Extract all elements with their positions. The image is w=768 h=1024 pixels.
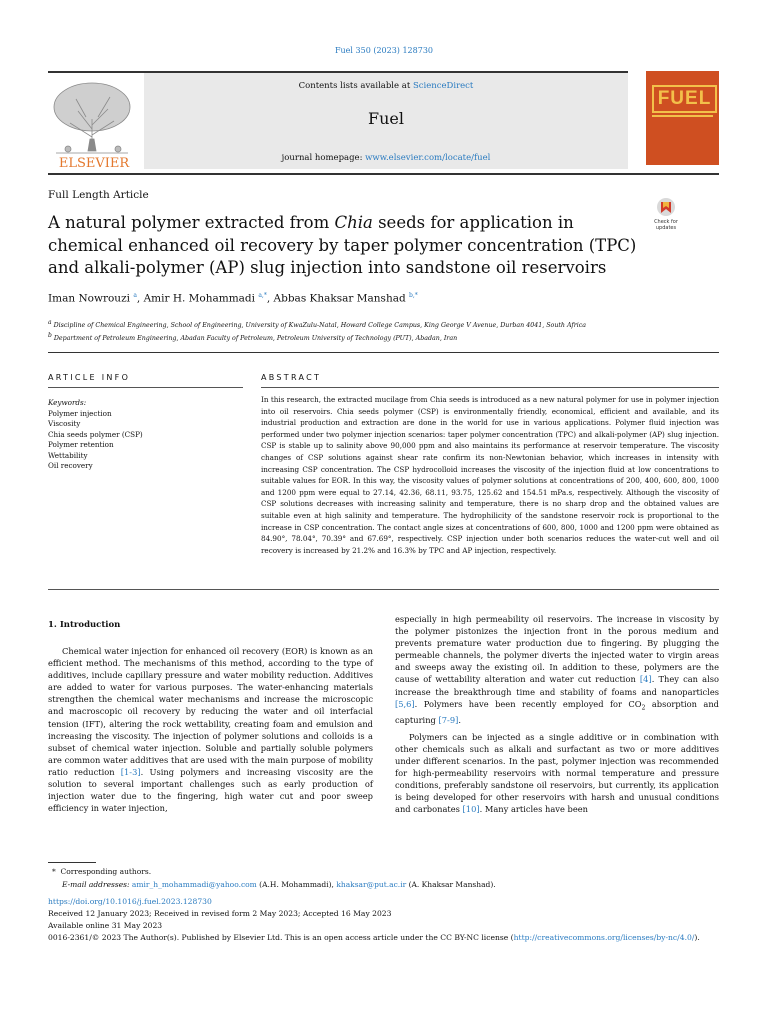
keyword-item: Polymer retention <box>48 440 114 449</box>
article-info-heading: ARTICLE INFO <box>48 373 131 382</box>
intro-column-left <box>48 645 373 814</box>
affiliations <box>48 318 728 344</box>
journal-homepage-link[interactable]: www.elsevier.com/locate/fuel <box>365 153 491 163</box>
introduction-heading: 1. Introduction <box>48 620 121 630</box>
publication-info <box>48 896 720 944</box>
journal-header <box>48 71 628 169</box>
received-dates: Received 12 January 2023; Received in revised form 2 May 2023; Accepted 16 May 2023 <box>48 909 392 918</box>
author-marks[interactable]: b,* <box>409 292 418 299</box>
footnote-mark: * <box>52 867 56 876</box>
citation-link[interactable]: [4] <box>639 674 652 685</box>
author-name[interactable]: Iman Nowrouzi <box>48 292 130 305</box>
keyword-item: Wettability <box>48 450 88 460</box>
email-label: E-mail addresses: <box>62 880 130 889</box>
contents-line <box>144 81 628 91</box>
journal-header-band <box>144 73 628 169</box>
author-marks[interactable]: a,* <box>258 292 267 299</box>
author-name[interactable]: Abbas Khaksar Manshad <box>273 292 406 305</box>
header-rule <box>48 173 719 175</box>
affiliation-mark: b <box>48 332 52 340</box>
title-part: A natural polymer extracted from <box>48 213 335 232</box>
author-name[interactable]: Amir H. Mohammadi <box>143 292 256 305</box>
title-part: seeds for application in chemical enhanced oil recovery by taper polymer concentration (TPC) and alkali-polymer (AP) slug injection into sandstone oil reservoirs <box>48 213 637 277</box>
keyword-item: Viscosity <box>48 419 81 428</box>
corresponding-label: Corresponding authors. <box>60 867 152 876</box>
intro-paragraph: especially in high permeability oil reservoirs. The increase in viscosity by the polymer pistonizes the injection front in the porous medium and prevents premature water production due to fingering. By plugging the permeable channels, the polymer diverts the injected water to virgin areas and sweeps away the existing oil. In addition to these, polymers are the cause of wettability alteration and water cut reduction [4]. They can also increase the breakthrough time and stability of foams and nanoparticles [5,6]. Polymers have been recently employed for $CO_2$ absorption and capturing [7-9]. <box>395 614 719 726</box>
affiliation-item <box>48 331 728 344</box>
intro-column-right <box>395 613 719 815</box>
intro-paragraph: Chemical water injection for enhanced oil recovery (EOR) is known as an efficient method. The mechanisms of this method, according to the type of additives, include capillary pressure and water mobility reduction. Additives are added to water for various purposes. The water-enhancing materials strengthen the chemical water mechanisms and increase the microscopic and macroscopic oil recovery by reducing the water and oil interfacial tension (IFT), altering the rock wettability, creating foam and emulsion and increasing the viscosity. The injection of polymer solutions and colloids is a subset of chemical water injection. Soluble and partially soluble polymers are common water additives that are used with the main purpose of mobility ratio reduction [1-3]. Using polymers and increasing viscosity are the solution to several important challenges such as early production of injection water due to the fingering, high water cut and poor sweep efficiency in water injection, <box>48 646 373 814</box>
author-list: Iman Nowrouzi $^a$, Amir H. Mohammadi $^{a,*}$, Abbas Khaksar Manshad $^{b,*}$ <box>48 292 418 305</box>
journal-name: Fuel <box>368 109 404 128</box>
check-updates-icon <box>648 196 684 230</box>
available-online: Available online 31 May 2023 <box>48 921 163 930</box>
journal-cover-image[interactable] <box>646 71 719 165</box>
footnote-rule <box>48 862 96 863</box>
email-link[interactable]: amir_h_mohammadi@yahoo.com <box>131 880 257 889</box>
abstract-body: In this research, the extracted mucilage from Chia seeds is introduced as a new natural polymer for use in polymer injection into oil reservoirs. Chia seeds polymer (CSP) is environmentally friendly, economical, efficient and available, and its industrial production and extraction are done in the world for use in various applications. Polymer fluid injection was performed under two polymer injection scenarios: taper polymer concentration (TPC) and alkali-polymer (AP) slug injection. CSP is stable up to salinity above 90,000 ppm and also maintains its performance at reservoir temperature. The viscosity changes of CSP solutions against shear rate confirm its non-Newtonian behavior, which increases in intensity with increasing CSP concentration. The CSP hydrocolloid increases the viscosity of the injection fluid at low concentrations to suitable values for EOR. In this way, the viscosity values of polymer solutions at concentrations of 200, 400, 600, 800, 1000 and 1200 ppm were equal to 27.14, 42.36, 68.11, 93.75, 125.62 and 154.51 mPa.s, respectively. Although the viscosity of CSP solutions decreases with increasing salinity and temperature, there is no sharp drop and the obtained values are suitable even at high salinity and temperature. The hydrophilicity of the sandstone reservoir rock is proportional to the increase in CSP concentration. The contact angle sizes at concentrations of 600, 800, 1000 and 1200 ppm were obtained as 84.90°, 78.04°, 70.39° and 67.69°, respectively. CSP injection under both scenarios reduces the water-cut well and oil recovery is increased by 21.2% and 16.3% by TPC and AP injection, respectively. <box>261 395 719 555</box>
abstract-end-rule <box>48 589 719 590</box>
svg-text:updates: updates <box>655 225 677 230</box>
license-text: 0016-2361/© 2023 The Author(s). Published by Elsevier Ltd. This is an open access article under the CC BY-NC license (http://creativecommons.org/licenses/by-nc/4.0/). <box>48 933 700 942</box>
title-italic: Chia <box>334 213 373 232</box>
keywords-label: Keywords: <box>48 398 87 407</box>
license-link[interactable]: http://creativecommons.org/licenses/by-nc/4.0/ <box>513 933 695 942</box>
keyword-item: Oil recovery <box>48 461 93 470</box>
homepage-line <box>144 153 628 163</box>
cover-stripe <box>652 115 713 117</box>
publisher-wordmark: ELSEVIER <box>58 156 130 169</box>
journal-citation[interactable]: Fuel 350 (2023) 128730 <box>334 46 434 55</box>
keyword-item: Polymer injection <box>48 408 112 418</box>
article-title <box>48 212 648 280</box>
elsevier-tree-icon <box>48 79 140 169</box>
check-for-updates-badge[interactable] <box>648 196 684 230</box>
author-marks[interactable]: a <box>133 292 137 299</box>
doi-link[interactable]: https://doi.org/10.1016/j.fuel.2023.128730 <box>48 897 212 906</box>
abstract-heading: ABSTRACT <box>261 373 322 382</box>
keywords-block <box>48 398 143 472</box>
citation-link[interactable]: [1-3] <box>120 766 141 777</box>
affiliation-text: Department of Petroleum Engineering, Abadan Faculty of Petroleum, Petroleum University of Technology (PUT), Abadan, Iran <box>53 335 458 343</box>
elsevier-logo[interactable] <box>48 79 140 169</box>
corresponding-footnote: * Corresponding authors. E-mail addresses: amir_h_mohammadi@yahoo.com (A.H. Mohammadi), khaksar@put.ac.ir (A. Khaksar Manshad). <box>52 867 496 889</box>
article-type: Full Length Article <box>48 189 149 201</box>
affiliation-item <box>48 318 728 331</box>
cover-title: FUEL <box>652 85 717 113</box>
citation-link[interactable]: [10] <box>462 804 480 815</box>
affiliation-rule <box>48 352 719 353</box>
contents-prefix: Contents lists available at <box>298 81 413 91</box>
keyword-item: Chia seeds polymer (CSP) <box>48 429 143 439</box>
citation-link[interactable]: [5,6] <box>395 698 415 709</box>
sciencedirect-link[interactable]: ScienceDirect <box>412 81 474 91</box>
affiliation-text: Discipline of Chemical Engineering, School of Engineering, University of KwaZulu-Natal, Howard College Campus, King George V Avenue, Durban 4041, South Africa <box>53 322 587 330</box>
email-link[interactable]: khaksar@put.ac.ir <box>336 880 407 889</box>
info-rule <box>48 387 243 388</box>
intro-paragraph: Polymers can be injected as a single additive or in combination with other chemicals such as alkali and surfactant as two or more additives under different scenarios. In the past, polymer injection was recommended for high-permeability reservoirs with normal temperature and pressure conditions, preferably sandstone oil reservoirs, but currently, its application is being developed for other reservoirs with harsh and unusual conditions and carbonates [10]. Many articles have been <box>395 731 719 815</box>
homepage-prefix: journal homepage: <box>281 153 366 163</box>
svg-text:Check for: Check for <box>654 219 678 225</box>
citation-link[interactable]: [7-9] <box>438 715 459 726</box>
abstract-rule <box>261 387 719 388</box>
affiliation-mark: a <box>48 319 52 326</box>
